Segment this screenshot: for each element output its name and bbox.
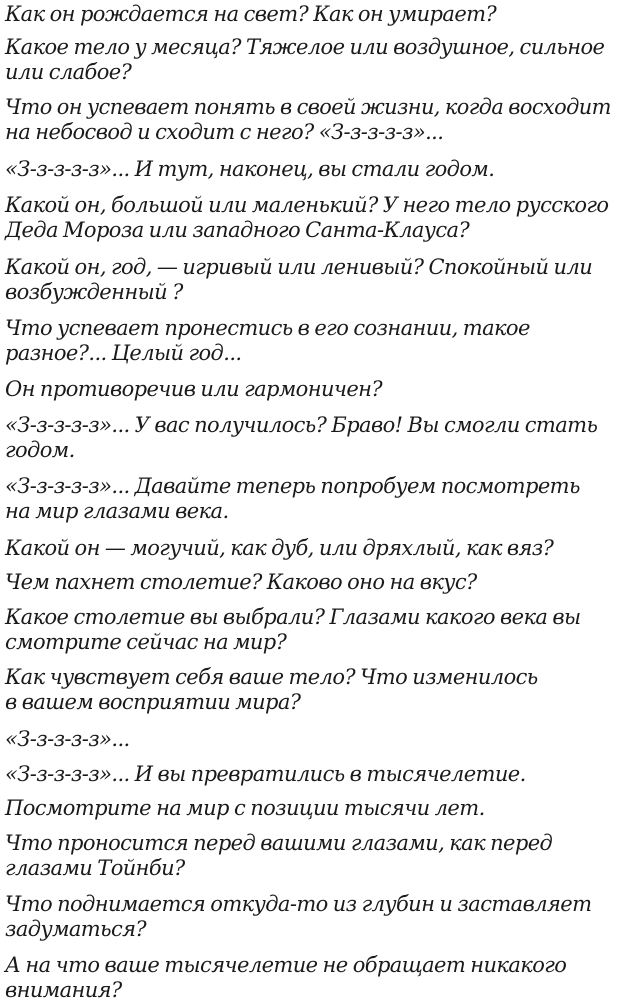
paragraph xyxy=(5,536,605,561)
text-line: на небосвод и сходит с него? «З-з-з-з-з»... xyxy=(5,120,444,144)
text-line: «З-з-з-з-з»... Давайте теперь попробуем посмотреть xyxy=(5,474,580,498)
text-line: Что проносится перед вашими глазами, как перед xyxy=(5,831,553,855)
paragraph xyxy=(5,892,605,942)
text-line: на мир глазами века. xyxy=(5,499,229,523)
text-line: Какое тело у месяца? Тяжелое или воздушное, сильное xyxy=(5,35,605,59)
paragraph xyxy=(5,570,605,595)
text-line: Как он рождается на свет? Как он умирает? xyxy=(5,2,497,26)
paragraph xyxy=(5,762,605,787)
paragraph xyxy=(5,377,605,402)
paragraph xyxy=(5,2,605,27)
text-line: в вашем восприятии мира? xyxy=(5,690,301,714)
text-line: Посмотрите на мир с позиции тысячи лет. xyxy=(5,796,485,820)
text-line: задуматься? xyxy=(5,917,147,941)
paragraph xyxy=(5,193,609,243)
text-line: Чем пахнет столетие? Каково оно на вкус? xyxy=(5,570,477,594)
paragraph xyxy=(5,605,605,655)
paragraph xyxy=(5,95,611,145)
text-line: Что он успевает понять в своей жизни, когда восходит xyxy=(5,95,611,119)
paragraph xyxy=(5,35,605,85)
text-line: Как чувствует себя ваше тело? Что изменилось xyxy=(5,665,538,689)
paragraph xyxy=(5,474,605,524)
text-line: Что поднимается откуда-то из глубин и заставляет xyxy=(5,892,592,916)
text-line: внимания? xyxy=(5,978,122,1002)
text-line: разное?... Целый год... xyxy=(5,341,242,365)
text-line: или слабое? xyxy=(5,60,132,84)
paragraph xyxy=(5,831,605,881)
text-line: «З-з-з-з-з»... И вы превратились в тысячелетие. xyxy=(5,762,526,786)
text-line: «З-з-з-з-з»... И тут, наконец, вы стали годом. xyxy=(5,157,495,181)
text-line: смотрите сейчас на мир? xyxy=(5,630,287,654)
paragraph xyxy=(5,157,605,182)
text-line: Какой он, большой или маленький? У него тело русского xyxy=(5,193,609,217)
paragraph xyxy=(5,727,605,752)
paragraph xyxy=(5,796,605,821)
paragraph xyxy=(5,255,605,305)
paragraph xyxy=(5,953,605,1003)
text-line: глазами Тойнби? xyxy=(5,856,185,880)
text-line: «З-з-з-з-з»... У вас получилось? Браво! Вы смогли стать xyxy=(5,413,598,437)
text-line: Деда Мороза или западного Санта-Клауса? xyxy=(5,218,470,242)
text-line: Какой он — могучий, как дуб, или дряхлый, как вяз? xyxy=(5,536,554,560)
text-line: Какое столетие вы выбрали? Глазами какого века вы xyxy=(5,605,581,629)
text-line: Он противоречив или гармоничен? xyxy=(5,377,383,401)
text-line: А на что ваше тысячелетие не обращает никакого xyxy=(5,953,567,977)
text-line: возбужденный ? xyxy=(5,280,183,304)
text-line: Какой он, год, — игривый или ленивый? Спокойный или xyxy=(5,255,593,279)
text-line: годом. xyxy=(5,438,75,462)
text-line: Что успевает пронестись в его сознании, такое xyxy=(5,316,530,340)
paragraph xyxy=(5,665,605,715)
paragraph xyxy=(5,316,605,366)
paragraph xyxy=(5,413,605,463)
text-line: «З-з-з-з-з»... xyxy=(5,727,130,751)
